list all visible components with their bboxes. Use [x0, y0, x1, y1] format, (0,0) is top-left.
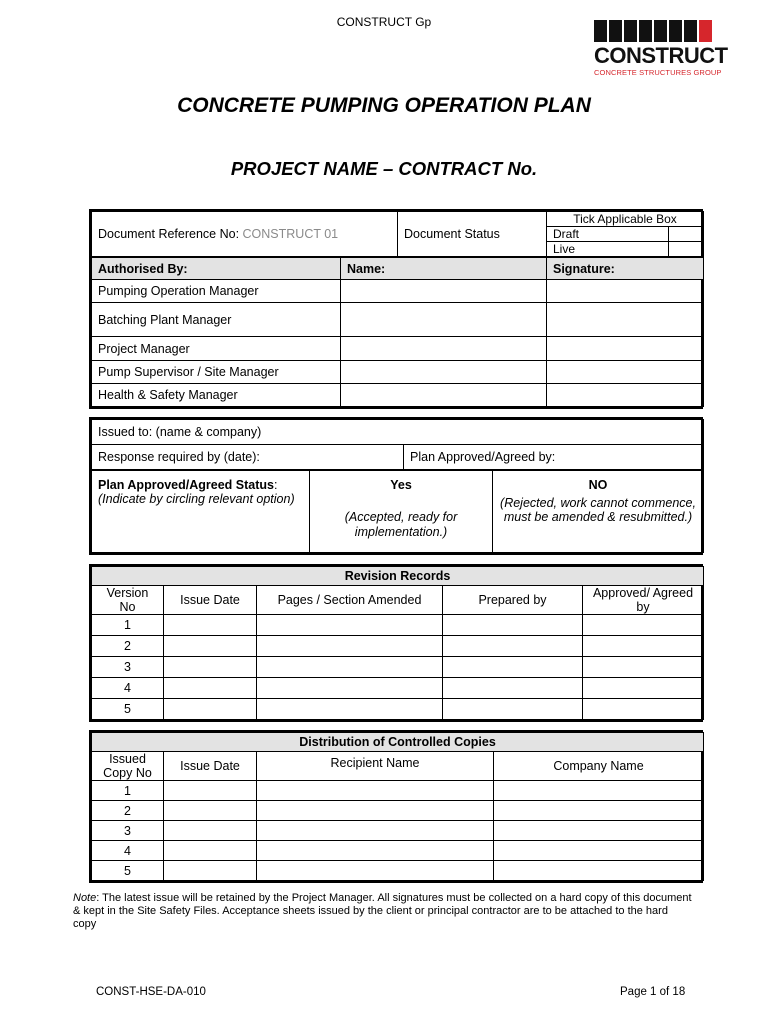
- version-no: 3: [92, 657, 164, 678]
- company-cell[interactable]: [494, 821, 704, 841]
- logo-tagline: CONCRETE STRUCTURES GROUP: [594, 68, 722, 77]
- issue-date-header: Issue Date: [164, 586, 257, 615]
- recipient-name-header: Recipient Name: [257, 752, 494, 781]
- approval-status-note: (Indicate by circling relevant option): [98, 492, 295, 506]
- name-header: Name:: [341, 258, 547, 280]
- issue-date-cell[interactable]: [164, 636, 257, 657]
- copy-no: 5: [92, 861, 164, 881]
- logo-bars: [594, 20, 726, 42]
- recipient-cell[interactable]: [257, 801, 494, 821]
- table-row: [92, 678, 704, 699]
- version-no: 1: [92, 615, 164, 636]
- recipient-cell[interactable]: [257, 861, 494, 881]
- footer-doc-code: CONST-HSE-DA-010: [96, 986, 206, 998]
- table-row: [92, 615, 704, 636]
- company-cell[interactable]: [494, 861, 704, 881]
- table-row: [92, 699, 704, 720]
- recipient-cell[interactable]: [257, 781, 494, 801]
- doc-ref-cell: [92, 212, 398, 257]
- note-label: Note: [73, 892, 97, 904]
- copy-no: 1: [92, 781, 164, 801]
- revision-title: Revision Records: [92, 567, 704, 586]
- prepared-by-header: Prepared by: [443, 586, 583, 615]
- issue-date-cell[interactable]: [164, 699, 257, 720]
- company-logo: [594, 20, 726, 78]
- company-cell[interactable]: [494, 801, 704, 821]
- version-no: 2: [92, 636, 164, 657]
- table-row: [92, 841, 704, 861]
- document-subtitle: PROJECT NAME – CONTRACT No.: [230, 158, 538, 179]
- distribution-block: [89, 730, 703, 883]
- approval-status-label: Plan Approved/Agreed Status: [98, 478, 274, 492]
- header-company: CONSTRUCT Gp: [336, 15, 432, 29]
- signature-cell[interactable]: [547, 361, 704, 384]
- doc-info-table: [91, 211, 704, 257]
- approved-by-header: Approved/ Agreed by: [583, 586, 704, 615]
- no-note: (Rejected, work cannot commence, must be amended & resubmitted.): [500, 496, 696, 524]
- pages-cell[interactable]: [257, 699, 443, 720]
- issue-date-cell[interactable]: [164, 821, 257, 841]
- tick-box-draft[interactable]: [669, 227, 704, 242]
- revision-records-block: [89, 564, 703, 722]
- signature-cell[interactable]: [547, 384, 704, 407]
- option-live: Live: [547, 242, 669, 257]
- recipient-cell[interactable]: [257, 841, 494, 861]
- prepared-by-cell[interactable]: [443, 678, 583, 699]
- prepared-by-cell[interactable]: [443, 615, 583, 636]
- prepared-by-cell[interactable]: [443, 699, 583, 720]
- recipient-cell[interactable]: [257, 821, 494, 841]
- pages-cell[interactable]: [257, 678, 443, 699]
- approved-by-cell[interactable]: [583, 657, 704, 678]
- approval-status-cell: Plan Approved/Agreed Status: (Indicate by circling relevant option): [92, 471, 310, 553]
- issue-date-cell[interactable]: [164, 861, 257, 881]
- issue-date-header: Issue Date: [164, 752, 257, 781]
- approved-by-cell[interactable]: [583, 615, 704, 636]
- company-cell[interactable]: [494, 841, 704, 861]
- name-cell[interactable]: [341, 303, 547, 337]
- tick-box-live[interactable]: [669, 242, 704, 257]
- table-row: [92, 801, 704, 821]
- no-label: NO: [588, 478, 608, 492]
- issue-date-cell[interactable]: [164, 801, 257, 821]
- name-cell[interactable]: [341, 280, 547, 303]
- authorised-by-header: Authorised By:: [92, 258, 341, 280]
- authorised-table: [91, 257, 704, 407]
- doc-status-label: Document Status: [398, 212, 547, 257]
- role-cell: Pump Supervisor / Site Manager: [92, 361, 341, 384]
- document-title: CONCRETE PUMPING OPERATION PLAN: [177, 94, 591, 117]
- option-yes[interactable]: [310, 471, 493, 553]
- table-row: [92, 657, 704, 678]
- role-cell: Batching Plant Manager: [92, 303, 341, 337]
- table-row: [92, 781, 704, 801]
- table-row: [92, 821, 704, 841]
- issue-table: [91, 419, 704, 470]
- footer-page-number: Page 1 of 18: [620, 986, 686, 998]
- company-cell[interactable]: [494, 781, 704, 801]
- issue-date-cell[interactable]: [164, 615, 257, 636]
- name-cell[interactable]: [341, 384, 547, 407]
- version-no: 4: [92, 678, 164, 699]
- yes-label: Yes: [390, 478, 412, 492]
- copy-no: 4: [92, 841, 164, 861]
- role-cell: Pumping Operation Manager: [92, 280, 341, 303]
- option-draft: Draft: [547, 227, 669, 242]
- tick-header: Tick Applicable Box: [547, 212, 704, 227]
- version-no-header: Version No: [92, 586, 164, 615]
- signature-cell[interactable]: [547, 303, 704, 337]
- issued-to-field[interactable]: Issued to: (name & company): [92, 420, 704, 445]
- pages-cell[interactable]: [257, 657, 443, 678]
- signature-cell[interactable]: [547, 337, 704, 361]
- role-cell: Project Manager: [92, 337, 341, 361]
- pages-cell[interactable]: [257, 615, 443, 636]
- authorisation-block: [89, 209, 703, 409]
- role-cell: Health & Safety Manager: [92, 384, 341, 407]
- signature-header: Signature:: [547, 258, 704, 280]
- signature-cell[interactable]: [547, 280, 704, 303]
- response-required-field[interactable]: Response required by (date):: [92, 445, 404, 470]
- approval-status-table: [91, 470, 704, 553]
- copy-no: 2: [92, 801, 164, 821]
- issue-date-cell[interactable]: [164, 781, 257, 801]
- logo-word: CONSTRUCT: [594, 43, 728, 68]
- option-no[interactable]: [493, 471, 704, 553]
- note-text: : The latest issue will be retained by the Project Manager. All signatures must be collected on a hard copy of this document & kept in the Site Safety Files. Acceptance sheets issued by the client or principal contractor are to be attached to the hard copy: [73, 892, 692, 930]
- copy-no: 3: [92, 821, 164, 841]
- issue-date-cell[interactable]: [164, 841, 257, 861]
- issue-date-cell[interactable]: [164, 657, 257, 678]
- yes-note: (Accepted, ready for implementation.): [344, 510, 458, 539]
- pages-cell[interactable]: [257, 636, 443, 657]
- plan-approved-by-field[interactable]: Plan Approved/Agreed by:: [404, 445, 704, 470]
- name-cell[interactable]: [341, 361, 547, 384]
- approved-by-cell[interactable]: [583, 678, 704, 699]
- distribution-table: [91, 732, 704, 881]
- table-row: [92, 861, 704, 881]
- company-name-header: Company Name: [494, 752, 704, 781]
- doc-ref-label: Document Reference No:: [98, 227, 243, 241]
- pages-amended-header: Pages / Section Amended: [257, 586, 443, 615]
- table-row: [92, 636, 704, 657]
- distribution-title: Distribution of Controlled Copies: [92, 733, 704, 752]
- issue-block: [89, 417, 703, 555]
- prepared-by-cell[interactable]: [443, 636, 583, 657]
- issued-copy-no-header: Issued Copy No: [92, 752, 164, 781]
- approved-by-cell[interactable]: [583, 636, 704, 657]
- name-cell[interactable]: [341, 337, 547, 361]
- issue-date-cell[interactable]: [164, 678, 257, 699]
- prepared-by-cell[interactable]: [443, 657, 583, 678]
- approved-by-cell[interactable]: [583, 699, 704, 720]
- doc-ref-value: CONSTRUCT 01: [242, 227, 339, 241]
- version-no: 5: [92, 699, 164, 720]
- revision-table: [91, 566, 704, 720]
- document-note: [73, 892, 693, 931]
